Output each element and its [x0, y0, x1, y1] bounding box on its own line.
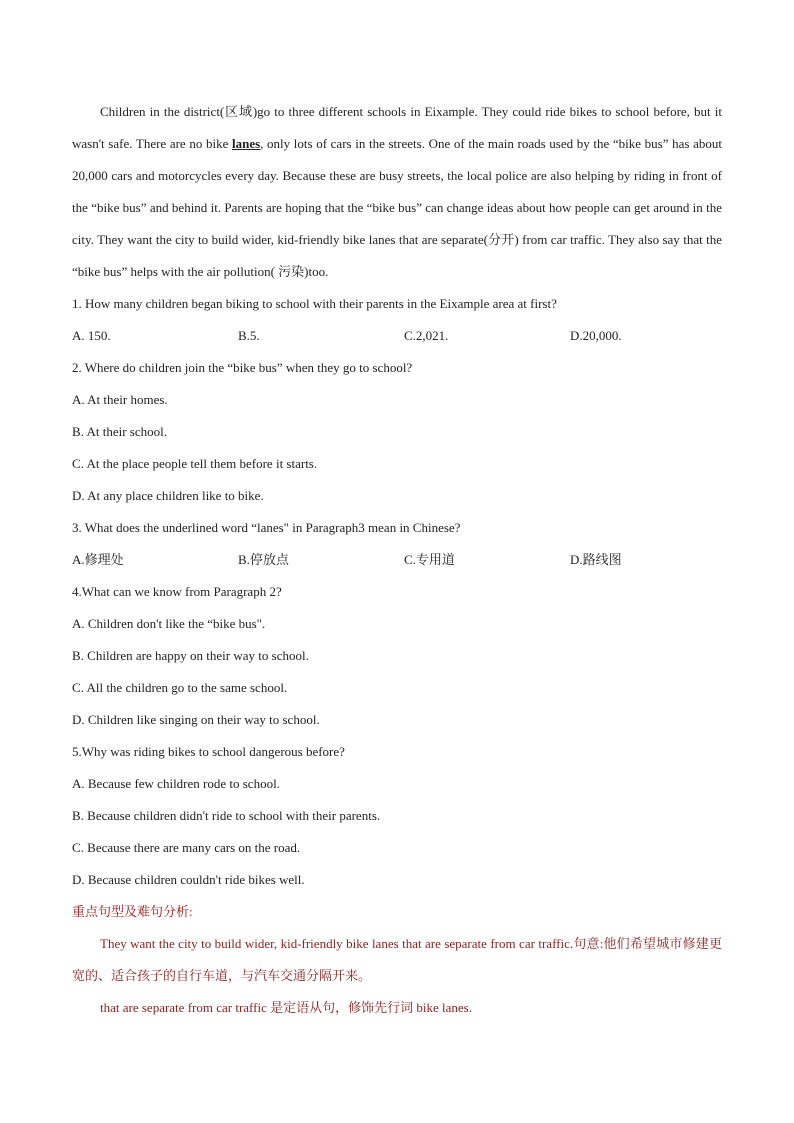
- question-2-stem: 2. Where do children join the “bike bus” when they go to school?: [72, 360, 413, 375]
- question-5-option-a: A. Because few children rode to school.: [72, 776, 280, 791]
- question-1-option-d: D.20,000.: [570, 328, 622, 343]
- question-2-option-a: A. At their homes.: [72, 392, 168, 407]
- question-3-options: [72, 544, 722, 576]
- question-4-option-a: A. Children don't like the “bike bus".: [72, 616, 266, 631]
- analysis-sentence-2: that are separate from car traffic 是定语从句，修饰先行词 bike lanes.: [100, 1000, 472, 1015]
- question-3-option-a: A.修理处: [72, 552, 124, 567]
- question-2-option-d: D. At any place children like to bike.: [72, 488, 264, 503]
- question-1-option-b: B.5.: [238, 328, 260, 343]
- question-1-options: [72, 320, 722, 352]
- question-3-option-d: D.路线图: [570, 552, 622, 567]
- analysis-heading: 重点句型及难句分析:: [72, 904, 193, 919]
- question-2-option-b: B. At their school.: [72, 424, 167, 439]
- analysis-sentence-1: They want the city to build wider, kid-friendly bike lanes that are separate from car traffic.句意:他们希望城市修建更宽的、适合孩子的自行车道，与汽车交通分隔开来。: [72, 936, 722, 983]
- question-1-option-c: C.2,021.: [404, 328, 449, 343]
- underlined-word-lanes: lanes: [231, 136, 261, 151]
- question-1-stem: 1. How many children began biking to school with their parents in the Eixample area at first?: [72, 296, 557, 311]
- question-3-option-b: B.停放点: [238, 552, 289, 567]
- question-4-option-c: C. All the children go to the same school.: [72, 680, 288, 695]
- passage-text-part2: , only lots of cars in the streets. One of the main roads used by the “bike bus” has about 20,000 cars and motorcycles every day. Because these are busy streets, the local police are also helping by riding in front of the “bike bus” and behind it. Parents are hoping that the “bike bus” can change ideas about how people can get around in the city. They want the city to build wider, kid-friendly bike lanes that are separate(分开) from car traffic. They also say that the “bike bus” helps with the air pollution( 污染)too.: [72, 136, 722, 279]
- question-5-option-d: D. Because children couldn't ride bikes well.: [72, 872, 305, 887]
- question-3-stem: 3. What does the underlined word “lanes" in Paragraph3 mean in Chinese?: [72, 520, 461, 535]
- question-3-option-c: C.专用道: [404, 552, 455, 567]
- question-4-stem: 4.What can we know from Paragraph 2?: [72, 584, 282, 599]
- passage-text-part1: Children in the district(区域)go to three different schools in Eixample. They could ride bikes to school before, but it wasn't safe. There are no bike: [72, 104, 722, 151]
- reading-passage: [72, 96, 722, 288]
- question-4-option-d: D. Children like singing on their way to school.: [72, 712, 320, 727]
- question-4-option-b: B. Children are happy on their way to school.: [72, 648, 309, 663]
- question-5-stem: 5.Why was riding bikes to school dangerous before?: [72, 744, 345, 759]
- worksheet-page: [72, 96, 722, 1024]
- question-2-option-c: C. At the place people tell them before it starts.: [72, 456, 318, 471]
- question-5-option-b: B. Because children didn't ride to school with their parents.: [72, 808, 381, 823]
- question-1-option-a: A. 150.: [72, 328, 111, 343]
- question-5-option-c: C. Because there are many cars on the road.: [72, 840, 301, 855]
